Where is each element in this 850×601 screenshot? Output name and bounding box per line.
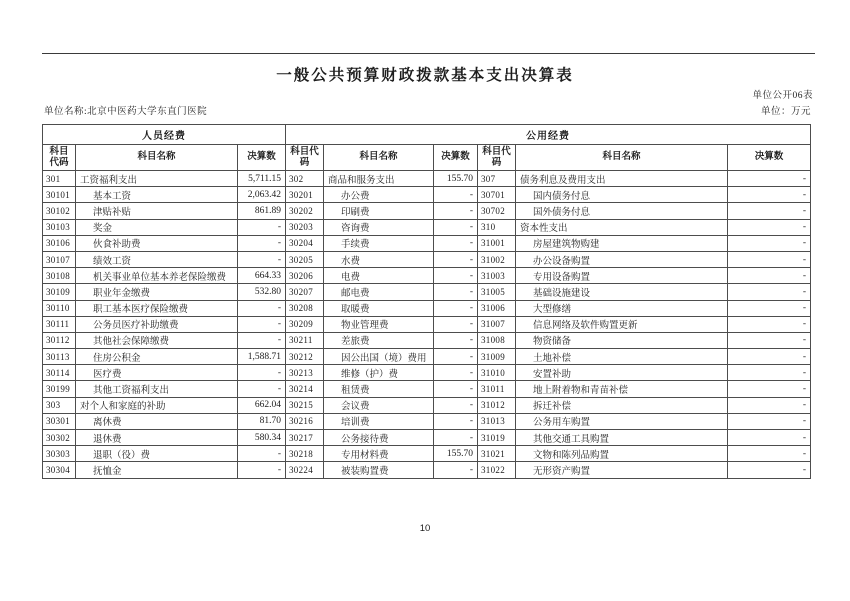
column-header-amount: 决算数 [238, 145, 286, 171]
amount-cell: - [434, 187, 478, 203]
subject-code-cell: 31007 [478, 316, 516, 332]
subject-name-cell: 地上附着物和青苗补偿 [516, 381, 728, 397]
subject-name-cell: 公务接待费 [324, 430, 434, 446]
amount-cell: - [238, 332, 286, 348]
amount-cell: - [434, 235, 478, 251]
amount-cell: - [728, 381, 811, 397]
amount-cell: - [238, 381, 286, 397]
amount-cell: - [728, 316, 811, 332]
unit-name-label: 单位名称:北京中医药大学东直门医院 [44, 107, 208, 117]
subject-code-cell: 30108 [43, 268, 76, 284]
subject-code-cell: 30199 [43, 381, 76, 397]
subject-name-cell: 其他交通工具购置 [516, 430, 728, 446]
amount-cell: - [238, 446, 286, 462]
subject-name-cell: 大型修缮 [516, 300, 728, 316]
amount-cell: - [728, 300, 811, 316]
amount-cell: - [238, 316, 286, 332]
subject-name-cell: 公务用车购置 [516, 413, 728, 429]
subject-code-cell: 30201 [286, 187, 324, 203]
amount-cell: - [434, 430, 478, 446]
subject-code-cell: 303 [43, 397, 76, 413]
amount-cell: - [728, 446, 811, 462]
subject-name-cell: 无形资产购置 [516, 462, 728, 478]
amount-cell: - [434, 284, 478, 300]
table-row [43, 284, 811, 300]
subject-code-cell: 302 [286, 171, 324, 187]
amount-cell: - [238, 365, 286, 381]
subject-name-cell: 会议费 [324, 397, 434, 413]
subject-name-cell: 房屋建筑物购建 [516, 235, 728, 251]
amount-cell: - [728, 284, 811, 300]
subject-code-cell: 30102 [43, 203, 76, 219]
table-row [43, 397, 811, 413]
subject-code-cell: 31012 [478, 397, 516, 413]
subject-name-cell: 抚恤金 [76, 462, 238, 478]
table-body [43, 171, 811, 479]
subject-code-cell: 30109 [43, 284, 76, 300]
amount-cell: - [434, 316, 478, 332]
subject-name-cell: 被装购置费 [324, 462, 434, 478]
subject-code-cell: 30107 [43, 251, 76, 267]
subject-code-cell: 30205 [286, 251, 324, 267]
subject-name-cell: 咨询费 [324, 219, 434, 235]
amount-cell: - [238, 219, 286, 235]
subject-code-cell: 30304 [43, 462, 76, 478]
subject-code-cell: 31008 [478, 332, 516, 348]
subject-code-cell: 31005 [478, 284, 516, 300]
column-header-amount: 决算数 [728, 145, 811, 171]
subject-name-cell: 对个人和家庭的补助 [76, 397, 238, 413]
subject-name-cell: 文物和陈列品购置 [516, 446, 728, 462]
subject-name-cell: 取暖费 [324, 300, 434, 316]
subject-name-cell: 办公费 [324, 187, 434, 203]
subject-code-cell: 30215 [286, 397, 324, 413]
amount-cell: - [238, 462, 286, 478]
subject-name-cell: 工资福利支出 [76, 171, 238, 187]
subject-code-cell: 30216 [286, 413, 324, 429]
table-row [43, 430, 811, 446]
page-title: 一般公共预算财政拨款基本支出决算表 [276, 67, 574, 84]
subject-code-cell: 30204 [286, 235, 324, 251]
subject-name-cell: 津贴补贴 [76, 203, 238, 219]
subject-code-cell: 31003 [478, 268, 516, 284]
subject-code-cell: 307 [478, 171, 516, 187]
subject-name-cell: 商品和服务支出 [324, 171, 434, 187]
amount-cell: - [434, 219, 478, 235]
expenditure-table [42, 124, 811, 479]
subject-name-cell: 公务员医疗补助缴费 [76, 316, 238, 332]
subject-code-cell: 30207 [286, 284, 324, 300]
subject-code-cell: 31013 [478, 413, 516, 429]
subject-code-cell: 30301 [43, 413, 76, 429]
subject-code-cell: 31009 [478, 349, 516, 365]
subject-code-cell: 31011 [478, 381, 516, 397]
subject-code-cell: 30101 [43, 187, 76, 203]
amount-cell: - [728, 413, 811, 429]
amount-cell: - [434, 381, 478, 397]
section-header-personnel: 人员经费 [43, 125, 286, 145]
subject-code-cell: 30211 [286, 332, 324, 348]
amount-cell: - [728, 349, 811, 365]
amount-cell: 2,063.42 [238, 187, 286, 203]
subject-code-cell: 31001 [478, 235, 516, 251]
table-row [43, 446, 811, 462]
amount-cell: - [728, 268, 811, 284]
column-header-name: 科目名称 [76, 145, 238, 171]
subject-name-cell: 培训费 [324, 413, 434, 429]
amount-cell: - [728, 203, 811, 219]
amount-cell: 532.80 [238, 284, 286, 300]
subject-code-cell: 30218 [286, 446, 324, 462]
amount-cell: - [728, 430, 811, 446]
subject-name-cell: 差旅费 [324, 332, 434, 348]
subject-code-cell: 30303 [43, 446, 76, 462]
amount-cell: - [434, 462, 478, 478]
subject-code-cell: 30202 [286, 203, 324, 219]
amount-cell: - [728, 187, 811, 203]
amount-cell: - [434, 413, 478, 429]
column-header-code: 科目代码 [286, 145, 324, 171]
page-number: 10 [419, 523, 431, 534]
subject-name-cell: 租赁费 [324, 381, 434, 397]
subject-name-cell: 基础设施建设 [516, 284, 728, 300]
subject-name-cell: 办公设备购置 [516, 251, 728, 267]
amount-cell: - [238, 235, 286, 251]
amount-cell: - [434, 365, 478, 381]
amount-cell: - [238, 300, 286, 316]
amount-cell: 1,588.71 [238, 349, 286, 365]
amount-cell: 81.70 [238, 413, 286, 429]
subject-code-cell: 30113 [43, 349, 76, 365]
subject-name-cell: 退职（役）费 [76, 446, 238, 462]
subject-code-cell: 30103 [43, 219, 76, 235]
amount-cell: - [434, 397, 478, 413]
table-row [43, 300, 811, 316]
subject-name-cell: 拆迁补偿 [516, 397, 728, 413]
subject-code-cell: 30217 [286, 430, 324, 446]
subject-code-cell: 31002 [478, 251, 516, 267]
subject-name-cell: 机关事业单位基本养老保险缴费 [76, 268, 238, 284]
amount-cell: - [434, 203, 478, 219]
amount-cell: - [728, 332, 811, 348]
unit-of-measure-label: 单位：万元 [760, 107, 811, 117]
column-header-code: 科目代码 [478, 145, 516, 171]
amount-cell: - [728, 219, 811, 235]
subject-name-cell: 其他社会保障缴费 [76, 332, 238, 348]
subject-name-cell: 住房公积金 [76, 349, 238, 365]
amount-cell: - [728, 397, 811, 413]
amount-cell: - [434, 300, 478, 316]
subject-name-cell: 退休费 [76, 430, 238, 446]
amount-cell: - [728, 365, 811, 381]
subject-name-cell: 邮电费 [324, 284, 434, 300]
amount-cell: - [728, 171, 811, 187]
table-row [43, 171, 811, 187]
column-header-amount: 决算数 [434, 145, 478, 171]
subject-code-cell: 30110 [43, 300, 76, 316]
subject-name-cell: 维修（护）费 [324, 365, 434, 381]
subject-code-cell: 30212 [286, 349, 324, 365]
amount-cell: - [238, 251, 286, 267]
subject-name-cell: 专用设备购置 [516, 268, 728, 284]
amount-cell: - [434, 268, 478, 284]
subject-name-cell: 职工基本医疗保险缴费 [76, 300, 238, 316]
amount-cell: 155.70 [434, 171, 478, 187]
subject-name-cell: 国内债务付息 [516, 187, 728, 203]
subject-name-cell: 国外债务付息 [516, 203, 728, 219]
amount-cell: 5,711.15 [238, 171, 286, 187]
table-row [43, 268, 811, 284]
subject-code-cell: 30203 [286, 219, 324, 235]
subject-name-cell: 手续费 [324, 235, 434, 251]
amount-cell: 662.04 [238, 397, 286, 413]
table-row [43, 381, 811, 397]
subject-name-cell: 其他工资福利支出 [76, 381, 238, 397]
subject-code-cell: 30114 [43, 365, 76, 381]
table-row [43, 235, 811, 251]
subject-code-cell: 31022 [478, 462, 516, 478]
subject-name-cell: 信息网络及软件购置更新 [516, 316, 728, 332]
section-header-row [43, 125, 811, 145]
amount-cell: 861.89 [238, 203, 286, 219]
subject-name-cell: 因公出国（境）费用 [324, 349, 434, 365]
header-rule [42, 53, 815, 54]
subject-name-cell: 专用材料费 [324, 446, 434, 462]
subject-name-cell: 伙食补助费 [76, 235, 238, 251]
subject-code-cell: 30701 [478, 187, 516, 203]
column-header-code: 科目代码 [43, 145, 76, 171]
amount-cell: - [728, 235, 811, 251]
subject-code-cell: 30702 [478, 203, 516, 219]
subject-code-cell: 30214 [286, 381, 324, 397]
amount-cell: - [434, 251, 478, 267]
subject-name-cell: 印刷费 [324, 203, 434, 219]
subject-name-cell: 水费 [324, 251, 434, 267]
subject-name-cell: 电费 [324, 268, 434, 284]
table-row [43, 332, 811, 348]
subject-name-cell: 基本工资 [76, 187, 238, 203]
amount-cell: 155.70 [434, 446, 478, 462]
subject-code-cell: 31010 [478, 365, 516, 381]
amount-cell: - [728, 462, 811, 478]
subject-code-cell: 30206 [286, 268, 324, 284]
subject-code-cell: 31019 [478, 430, 516, 446]
subject-code-cell: 30209 [286, 316, 324, 332]
table-row [43, 187, 811, 203]
subject-code-cell: 30111 [43, 316, 76, 332]
subject-name-cell: 医疗费 [76, 365, 238, 381]
subject-code-cell: 30302 [43, 430, 76, 446]
subject-code-cell: 301 [43, 171, 76, 187]
subject-name-cell: 土地补偿 [516, 349, 728, 365]
amount-cell: 664.33 [238, 268, 286, 284]
amount-cell: 580.34 [238, 430, 286, 446]
subject-code-cell: 30208 [286, 300, 324, 316]
subject-name-cell: 奖金 [76, 219, 238, 235]
amount-cell: - [728, 251, 811, 267]
table-row [43, 413, 811, 429]
column-header-name: 科目名称 [324, 145, 434, 171]
subject-name-cell: 离休费 [76, 413, 238, 429]
subject-code-cell: 31006 [478, 300, 516, 316]
section-header-public: 公用经费 [286, 125, 811, 145]
amount-cell: - [434, 332, 478, 348]
amount-cell: - [434, 349, 478, 365]
table-row [43, 251, 811, 267]
table-row [43, 219, 811, 235]
subject-name-cell: 绩效工资 [76, 251, 238, 267]
subject-name-cell: 资本性支出 [516, 219, 728, 235]
column-header-name: 科目名称 [516, 145, 728, 171]
subject-code-cell: 30224 [286, 462, 324, 478]
table-row [43, 316, 811, 332]
table-code-label: 单位公开06表 [752, 91, 813, 101]
table-row [43, 365, 811, 381]
table-row [43, 462, 811, 478]
subject-name-cell: 物业管理费 [324, 316, 434, 332]
subject-code-cell: 30112 [43, 332, 76, 348]
subject-name-cell: 安置补助 [516, 365, 728, 381]
subject-code-cell: 30213 [286, 365, 324, 381]
subject-name-cell: 职业年金缴费 [76, 284, 238, 300]
subject-name-cell: 债务利息及费用支出 [516, 171, 728, 187]
subject-code-cell: 31021 [478, 446, 516, 462]
table-row [43, 349, 811, 365]
column-header-row [43, 145, 811, 171]
table-row [43, 203, 811, 219]
subject-code-cell: 310 [478, 219, 516, 235]
subject-name-cell: 物资储备 [516, 332, 728, 348]
subject-code-cell: 30106 [43, 235, 76, 251]
